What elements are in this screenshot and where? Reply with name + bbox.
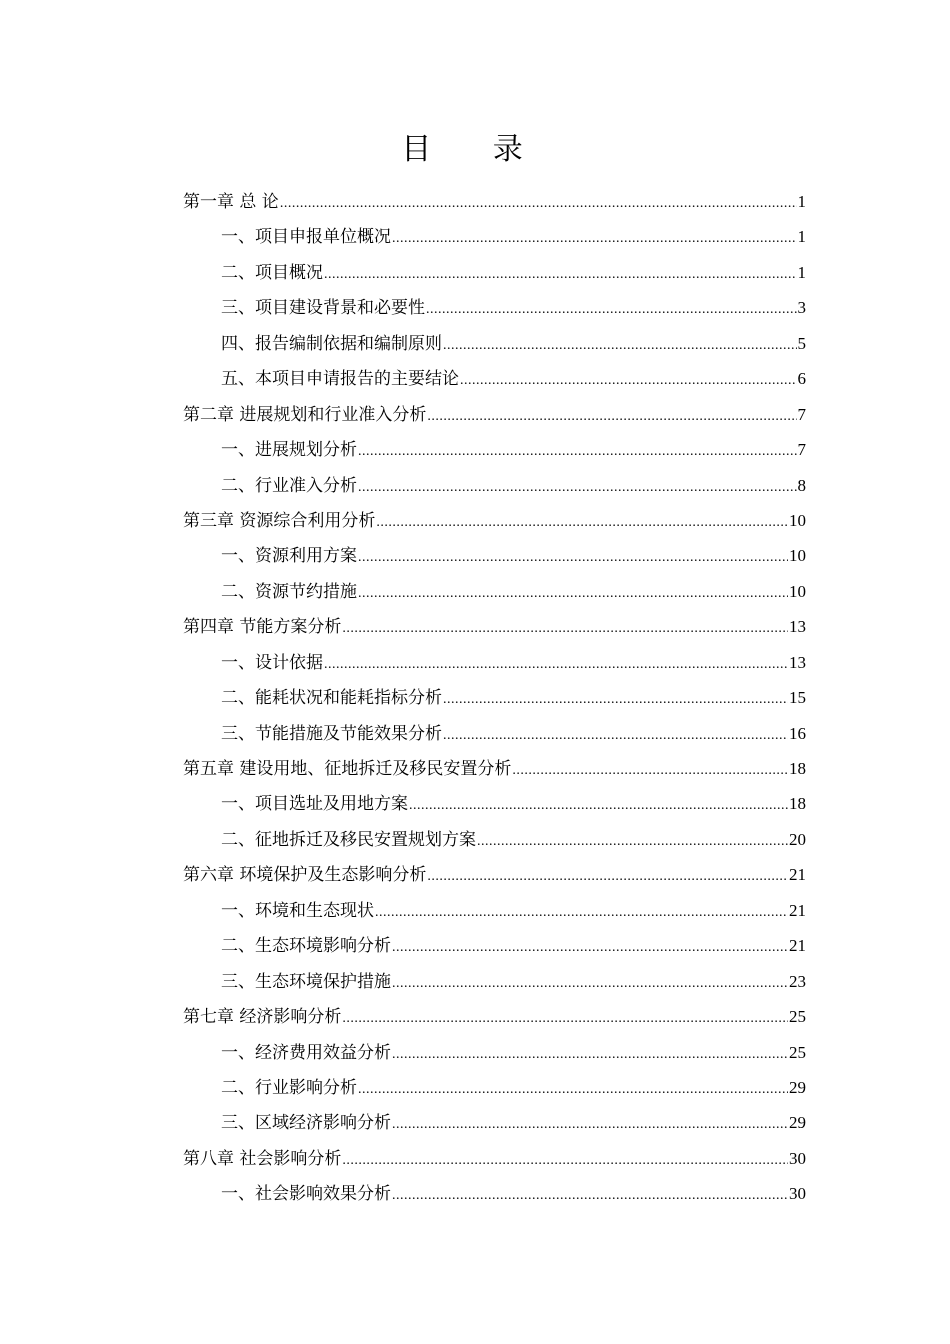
toc-page-number: 3 (797, 298, 806, 318)
toc-entry-label: 一、项目选址及用地方案 (221, 794, 408, 815)
toc-dot-leader (443, 328, 797, 363)
toc-dot-leader (427, 859, 788, 894)
toc-section-entry[interactable] (183, 716, 806, 751)
toc-dot-leader (392, 221, 797, 256)
toc-section-entry[interactable] (183, 219, 806, 254)
toc-entry-label: 二、项目概况 (221, 262, 323, 283)
toc-section-entry[interactable] (183, 468, 806, 503)
toc-dot-leader (375, 895, 788, 930)
toc-entry-label: 三、区域经济影响分析 (221, 1113, 391, 1134)
toc-title: 目 录 (401, 132, 549, 167)
toc-entry-label: 二、生态环境影响分析 (221, 936, 391, 957)
toc-page-number: 15 (789, 688, 806, 708)
toc-page-number: 21 (789, 865, 806, 885)
toc-entry-label: 一、经济费用效益分析 (221, 1042, 391, 1063)
toc-entry-label: 一、环境和生态现状 (221, 900, 374, 921)
toc-section-entry[interactable] (183, 361, 806, 396)
toc-chapter-entry[interactable] (183, 503, 806, 538)
toc-section-entry[interactable] (183, 786, 806, 821)
toc-chapter-entry[interactable] (183, 184, 806, 219)
toc-section-entry[interactable] (183, 1035, 806, 1070)
toc-page-number: 25 (789, 1042, 806, 1062)
toc-entry-label: 一、社会影响效果分析 (221, 1184, 391, 1205)
toc-section-entry[interactable] (183, 290, 806, 325)
toc-entry-label: 第二章 进展规划和行业准入分析 (183, 404, 427, 425)
toc-page-number: 5 (797, 333, 806, 353)
toc-entry-label: 二、征地拆迁及移民安置规划方案 (221, 829, 476, 850)
toc-page-number: 6 (797, 369, 806, 389)
toc-dot-leader (324, 257, 797, 292)
table-of-contents (183, 184, 806, 1212)
toc-entry-label: 第八章 社会影响分析 (183, 1148, 342, 1169)
toc-page-number: 21 (789, 900, 806, 920)
toc-section-entry[interactable] (183, 1176, 806, 1211)
toc-page-number: 29 (789, 1077, 806, 1097)
toc-dot-leader (324, 647, 788, 682)
toc-entry-label: 五、本项目申请报告的主要结论 (221, 369, 459, 390)
toc-section-entry[interactable] (183, 964, 806, 999)
toc-dot-leader (342, 611, 788, 646)
toc-page-number: 13 (789, 652, 806, 672)
toc-dot-leader (392, 966, 788, 1001)
toc-dot-leader (358, 434, 797, 469)
toc-page-number: 7 (797, 440, 806, 460)
toc-section-entry[interactable] (183, 432, 806, 467)
toc-dot-leader (358, 540, 788, 575)
toc-page-number: 8 (797, 475, 806, 495)
toc-page-number: 21 (789, 936, 806, 956)
toc-entry-label: 一、资源利用方案 (221, 546, 357, 567)
toc-dot-leader (409, 788, 788, 823)
toc-dot-leader (358, 576, 788, 611)
toc-entry-label: 第一章 总 论 (183, 192, 279, 212)
toc-dot-leader (342, 1143, 788, 1178)
toc-entry-label: 二、资源节约措施 (221, 581, 357, 602)
toc-section-entry[interactable] (183, 326, 806, 361)
toc-section-entry[interactable] (183, 1105, 806, 1140)
toc-page-number: 18 (789, 794, 806, 814)
toc-dot-leader (342, 1001, 788, 1036)
toc-dot-leader (443, 682, 788, 717)
toc-dot-leader (427, 399, 796, 434)
toc-entry-label: 二、行业影响分析 (221, 1077, 357, 1098)
toc-page-number: 7 (797, 404, 806, 424)
toc-section-entry[interactable] (183, 255, 806, 290)
toc-entry-label: 第三章 资源综合利用分析 (183, 510, 376, 531)
toc-page-number: 25 (789, 1007, 806, 1027)
toc-dot-leader (392, 1107, 788, 1142)
toc-page-number: 20 (789, 829, 806, 849)
toc-entry-label: 四、报告编制依据和编制原则 (221, 333, 442, 354)
toc-page-number: 10 (789, 581, 806, 601)
toc-entry-label: 第七章 经济影响分析 (183, 1007, 342, 1028)
toc-section-entry[interactable] (183, 1070, 806, 1105)
toc-section-entry[interactable] (183, 538, 806, 573)
toc-page-number: 10 (789, 510, 806, 530)
toc-entry-label: 三、节能措施及节能效果分析 (221, 723, 442, 744)
toc-dot-leader (392, 930, 788, 965)
toc-dot-leader (392, 1178, 788, 1213)
toc-page-number: 16 (789, 723, 806, 743)
toc-section-entry[interactable] (183, 928, 806, 963)
toc-entry-label: 二、行业准入分析 (221, 475, 357, 496)
toc-page-number: 10 (789, 546, 806, 566)
toc-entry-label: 一、进展规划分析 (221, 440, 357, 461)
toc-section-entry[interactable] (183, 680, 806, 715)
toc-dot-leader (358, 470, 797, 505)
toc-entry-label: 第五章 建设用地、征地拆迁及移民安置分析 (183, 759, 512, 779)
toc-section-entry[interactable] (183, 822, 806, 857)
toc-entry-label: 第六章 环境保护及生态影响分析 (183, 865, 427, 886)
toc-dot-leader (376, 505, 788, 540)
toc-section-entry[interactable] (183, 645, 806, 680)
toc-page-number: 1 (797, 192, 806, 211)
toc-page-number: 29 (789, 1113, 806, 1133)
toc-section-entry[interactable] (183, 574, 806, 609)
toc-entry-label: 三、项目建设背景和必要性 (221, 298, 425, 319)
toc-entry-label: 三、生态环境保护措施 (221, 971, 391, 992)
toc-chapter-entry[interactable] (183, 857, 806, 892)
toc-dot-leader (460, 363, 797, 398)
toc-section-entry[interactable] (183, 893, 806, 928)
toc-page-number: 30 (789, 1184, 806, 1204)
toc-entry-label: 一、项目申报单位概况 (221, 227, 391, 248)
toc-dot-leader (512, 753, 788, 788)
toc-page-number: 30 (789, 1148, 806, 1168)
toc-dot-leader (280, 186, 797, 221)
toc-dot-leader (392, 1037, 788, 1072)
toc-entry-label: 一、设计依据 (221, 652, 323, 673)
toc-chapter-entry[interactable] (183, 999, 806, 1034)
toc-entry-label: 二、能耗状况和能耗指标分析 (221, 688, 442, 709)
toc-page-number: 1 (797, 227, 806, 247)
toc-page-number: 13 (789, 617, 806, 637)
toc-dot-leader (426, 292, 797, 327)
toc-entry-label: 第四章 节能方案分析 (183, 617, 342, 638)
toc-page-number: 23 (789, 971, 806, 991)
toc-dot-leader (358, 1072, 788, 1107)
toc-dot-leader (477, 824, 788, 859)
toc-chapter-entry[interactable] (183, 609, 806, 644)
toc-page-number: 18 (789, 759, 806, 778)
toc-dot-leader (443, 718, 788, 753)
toc-chapter-entry[interactable] (183, 397, 806, 432)
toc-chapter-entry[interactable] (183, 1141, 806, 1176)
toc-chapter-entry[interactable] (183, 751, 806, 786)
toc-page-number: 1 (797, 262, 806, 282)
